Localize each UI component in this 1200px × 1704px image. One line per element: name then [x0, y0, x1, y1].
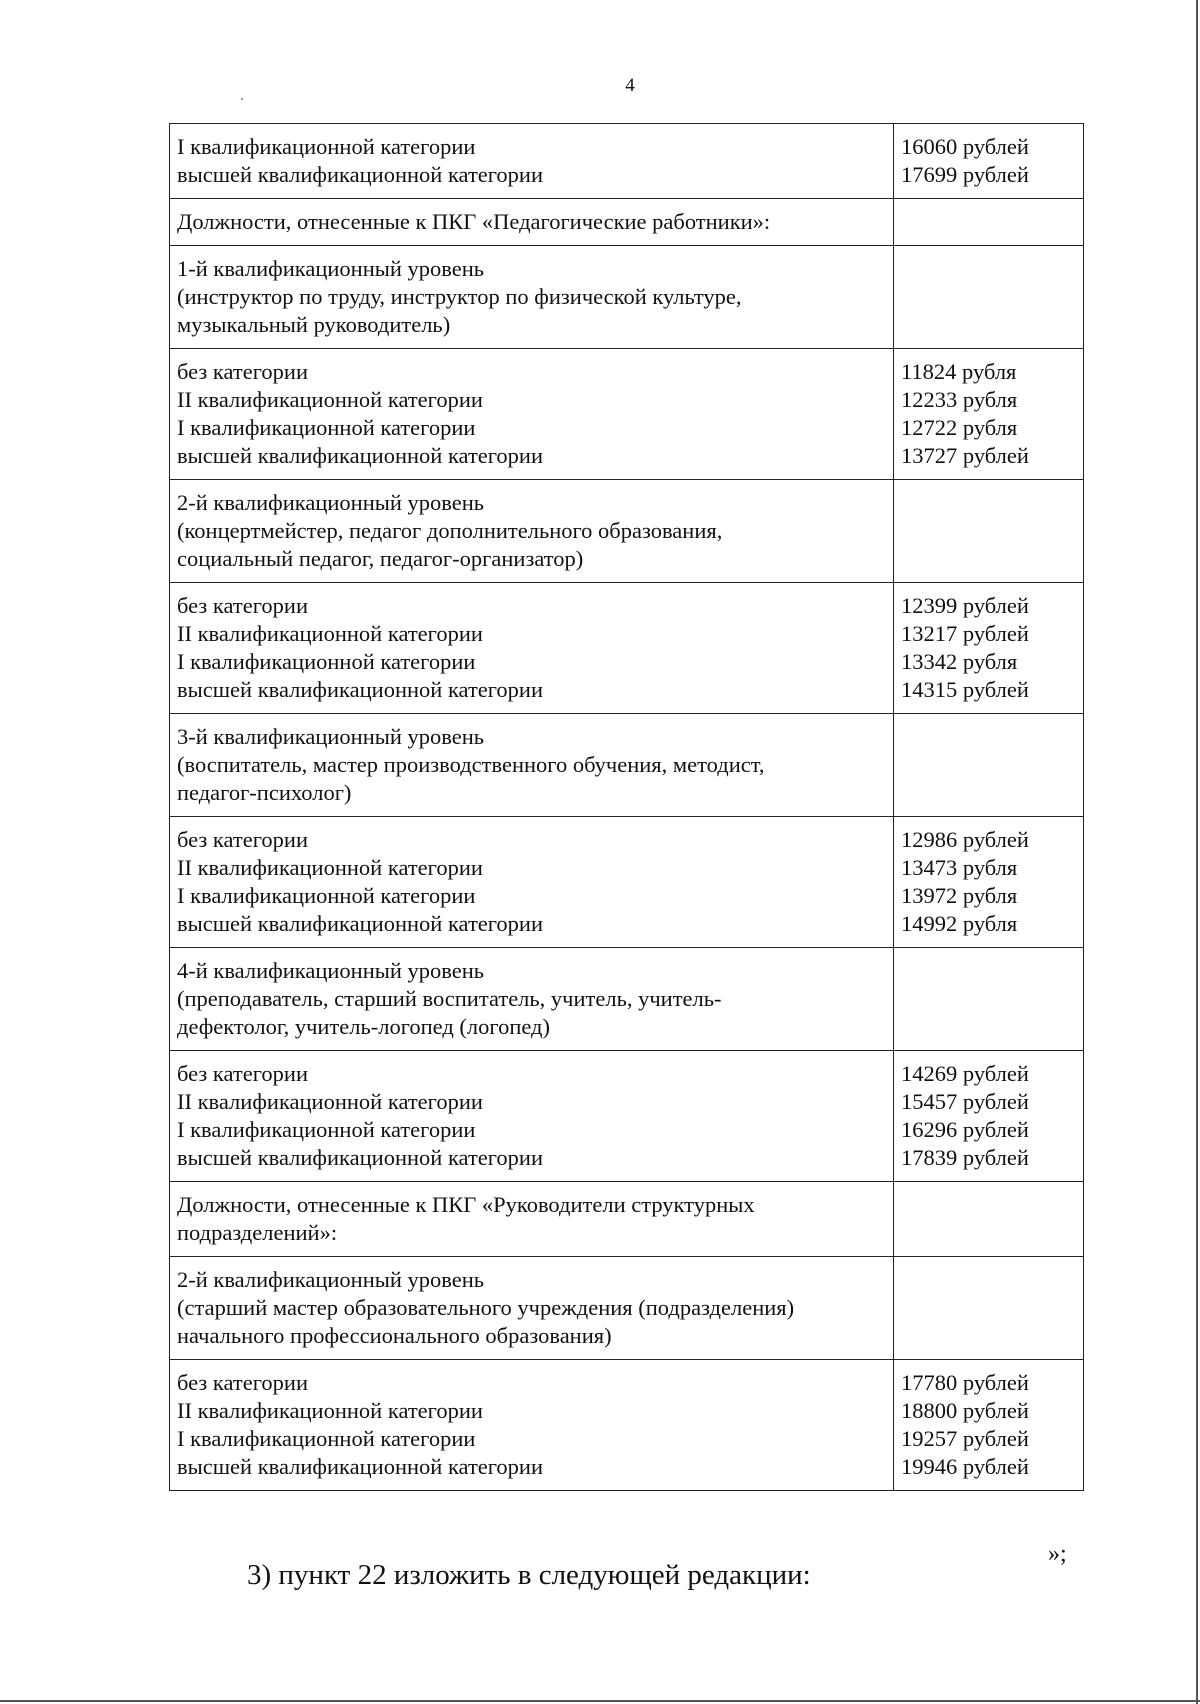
scan-speck — [241, 98, 243, 100]
description-line: без категории — [177, 359, 308, 384]
salary-value: 13473 рубля — [901, 855, 1018, 880]
position-description-cell — [170, 714, 894, 817]
table-row — [170, 1257, 1084, 1360]
description-line: (инструктор по труду, инструктор по физической культуре, — [177, 284, 742, 309]
description-line: высшей квалификационной категории — [177, 162, 544, 187]
salary-table-body — [170, 124, 1084, 1491]
position-description-cell — [170, 124, 894, 199]
description-line: 1-й квалификационный уровень — [177, 256, 485, 281]
salary-value: 18800 рублей — [901, 1398, 1029, 1423]
description-line: (старший мастер образовательного учреждения (подразделения) — [177, 1295, 795, 1320]
salary-value: 17839 рублей — [901, 1145, 1029, 1170]
description-line: II квалификационной категории — [177, 621, 483, 646]
description-line: (преподаватель, старший воспитатель, учитель, учитель- — [177, 986, 722, 1011]
salary-value-cell — [894, 817, 1084, 948]
description-line: без категории — [177, 827, 308, 852]
scan-edge-bottom — [0, 1700, 1200, 1702]
description-line: I квалификационной категории — [177, 415, 476, 440]
description-line: 2-й квалификационный уровень — [177, 490, 485, 515]
table-row — [170, 480, 1084, 583]
salary-value-cell — [894, 583, 1084, 714]
description-line: без категории — [177, 1061, 308, 1086]
salary-value-cell — [894, 349, 1084, 480]
salary-value: 19946 рублей — [901, 1454, 1029, 1479]
salary-value: 12399 рублей — [901, 593, 1029, 618]
description-line: начального профессионального образования) — [177, 1323, 612, 1348]
salary-value: 12233 рубля — [901, 387, 1018, 412]
table-row — [170, 199, 1084, 246]
salary-table — [169, 123, 1084, 1491]
salary-value-cell — [894, 714, 1084, 817]
salary-value-cell — [894, 246, 1084, 349]
description-line: I квалификационной категории — [177, 134, 476, 159]
description-line: II квалификационной категории — [177, 855, 483, 880]
description-line: подразделений»: — [177, 1220, 338, 1245]
salary-value: 17699 рублей — [901, 162, 1029, 187]
salary-value: 11824 рубля — [901, 359, 1017, 384]
table-row — [170, 349, 1084, 480]
description-line: Должности, отнесенные к ПКГ «Руководители структурных — [177, 1192, 755, 1217]
salary-value-cell — [894, 480, 1084, 583]
salary-value: 13217 рублей — [901, 621, 1029, 646]
table-row — [170, 817, 1084, 948]
salary-value-cell — [894, 1257, 1084, 1360]
description-line: II квалификационной категории — [177, 1398, 483, 1423]
salary-value: 14269 рублей — [901, 1061, 1029, 1086]
table-row — [170, 1360, 1084, 1491]
salary-value: 13342 рубля — [901, 649, 1018, 674]
table-row — [170, 1182, 1084, 1257]
closing-quote: »; — [1048, 1541, 1067, 1567]
position-description-cell — [170, 199, 894, 246]
position-description-cell — [170, 1051, 894, 1182]
position-description-cell — [170, 349, 894, 480]
salary-value-cell — [894, 1360, 1084, 1491]
description-line: (воспитатель, мастер производственного обучения, методист, — [177, 752, 765, 777]
description-line: педагог-психолог) — [177, 780, 352, 805]
description-line: 4-й квалификационный уровень — [177, 958, 485, 983]
salary-value: 16060 рублей — [901, 134, 1029, 159]
table-row — [170, 246, 1084, 349]
position-description-cell — [170, 583, 894, 714]
description-line: 2-й квалификационный уровень — [177, 1267, 485, 1292]
description-line: социальный педагог, педагог-организатор) — [177, 546, 584, 571]
salary-value: 16296 рублей — [901, 1117, 1029, 1142]
position-description-cell — [170, 246, 894, 349]
description-line: II квалификационной категории — [177, 1089, 483, 1114]
description-line: высшей квалификационной категории — [177, 1145, 544, 1170]
salary-value-cell — [894, 948, 1084, 1051]
description-line: Должности, отнесенные к ПКГ «Педагогические работники»: — [177, 209, 771, 234]
description-line: I квалификационной категории — [177, 1117, 476, 1142]
position-description-cell — [170, 948, 894, 1051]
salary-value: 14315 рублей — [901, 677, 1029, 702]
salary-value: 14992 рубля — [901, 911, 1018, 936]
salary-value-cell — [894, 124, 1084, 199]
salary-value: 12722 рубля — [901, 415, 1018, 440]
table-row — [170, 124, 1084, 199]
salary-value-cell — [894, 199, 1084, 246]
description-line: высшей квалификационной категории — [177, 677, 544, 702]
position-description-cell — [170, 1257, 894, 1360]
description-line: без категории — [177, 1370, 308, 1395]
table-row — [170, 583, 1084, 714]
salary-value: 17780 рублей — [901, 1370, 1029, 1395]
position-description-cell — [170, 480, 894, 583]
table-row — [170, 1051, 1084, 1182]
amendment-text: 3) пункт 22 изложить в следующей редакции: — [247, 1559, 811, 1591]
salary-value: 15457 рублей — [901, 1089, 1029, 1114]
description-line: I квалификационной категории — [177, 1426, 476, 1451]
salary-value: 12986 рублей — [901, 827, 1029, 852]
table-row — [170, 714, 1084, 817]
salary-value: 13727 рублей — [901, 443, 1029, 468]
description-line: II квалификационной категории — [177, 387, 483, 412]
salary-value: 13972 рубля — [901, 883, 1018, 908]
description-line: I квалификационной категории — [177, 649, 476, 674]
position-description-cell — [170, 1360, 894, 1491]
table-row — [170, 948, 1084, 1051]
description-line: дефектолог, учитель-логопед (логопед) — [177, 1014, 550, 1039]
description-line: высшей квалификационной категории — [177, 911, 544, 936]
description-line: высшей квалификационной категории — [177, 1454, 544, 1479]
description-line: без категории — [177, 593, 308, 618]
description-line: музыкальный руководитель) — [177, 312, 451, 337]
description-line: (концертмейстер, педагог дополнительного образования, — [177, 518, 723, 543]
description-line: 3-й квалификационный уровень — [177, 724, 485, 749]
salary-value: 19257 рублей — [901, 1426, 1029, 1451]
salary-value-cell — [894, 1182, 1084, 1257]
position-description-cell — [170, 1182, 894, 1257]
salary-value-cell — [894, 1051, 1084, 1182]
description-line: I квалификационной категории — [177, 883, 476, 908]
scan-edge-right — [1196, 0, 1198, 1704]
page-number: 4 — [625, 75, 635, 96]
position-description-cell — [170, 817, 894, 948]
description-line: высшей квалификационной категории — [177, 443, 544, 468]
